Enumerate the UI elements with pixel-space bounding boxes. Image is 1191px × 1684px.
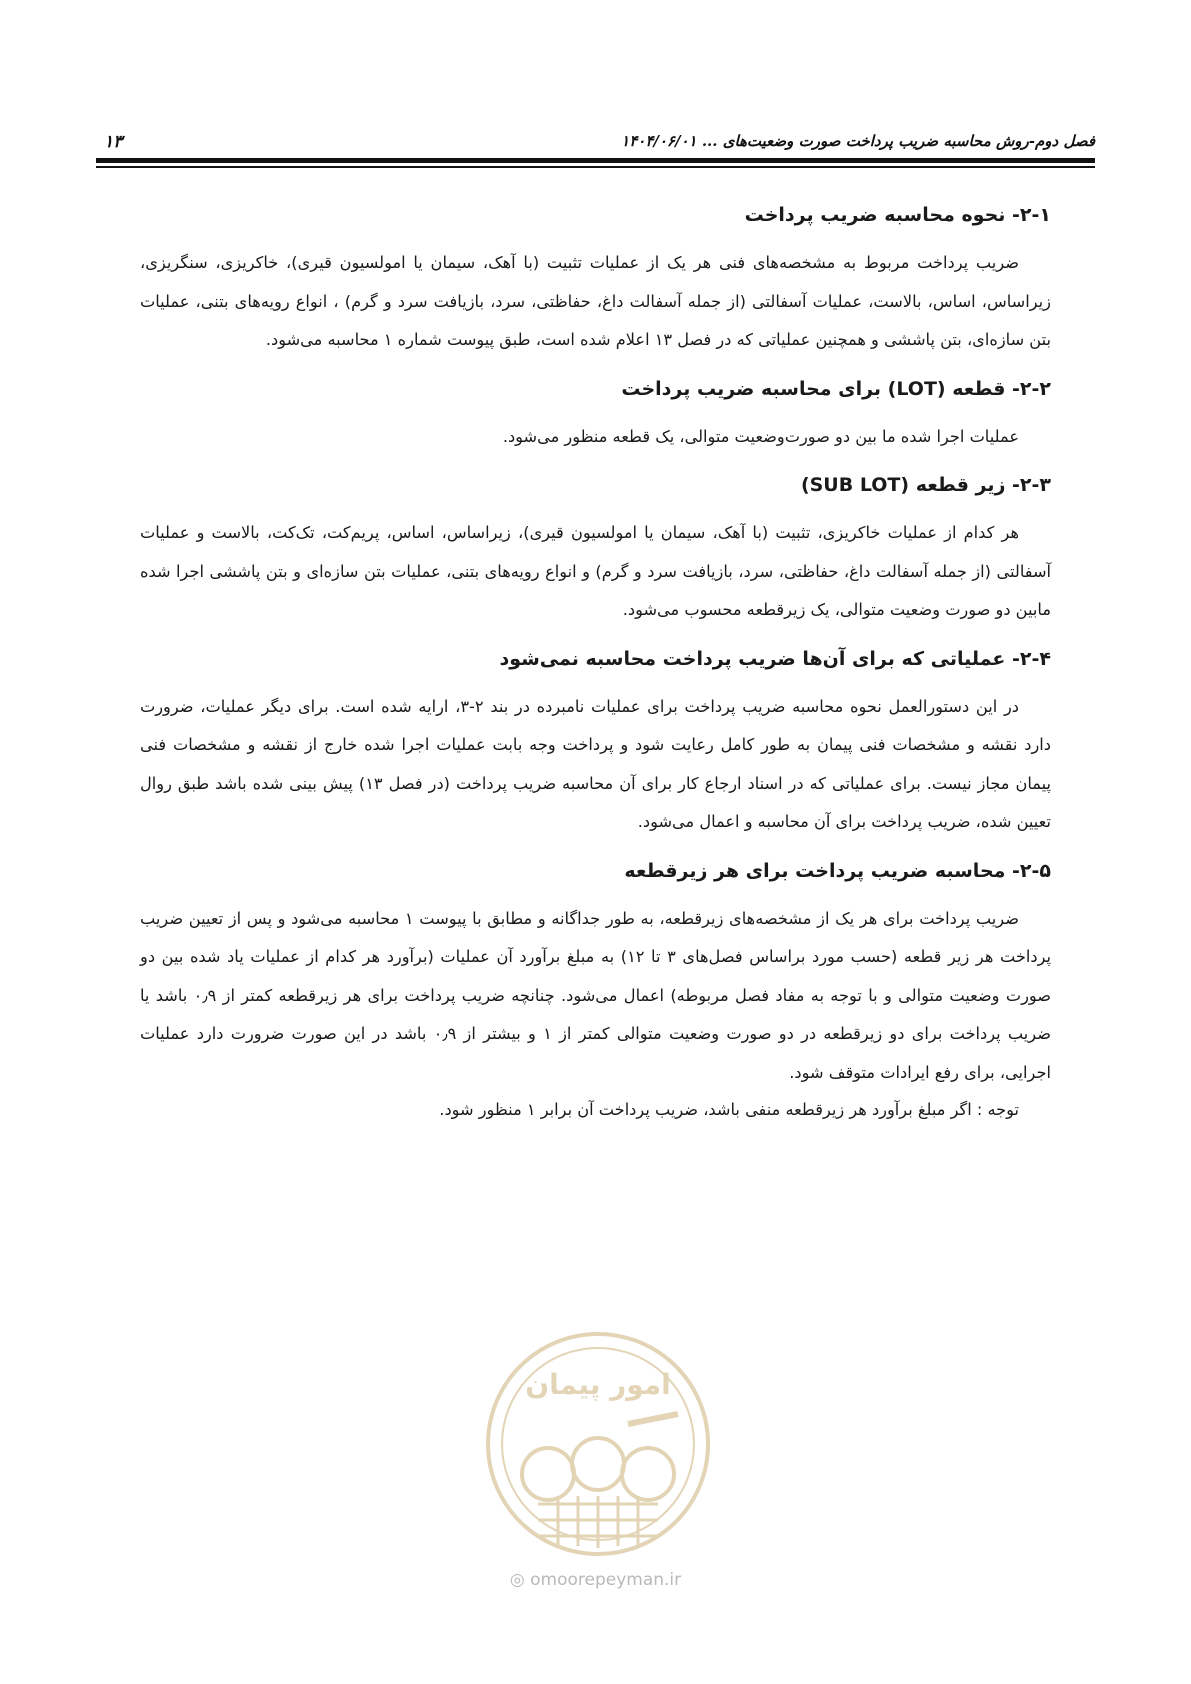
header-title: فصل دوم-روش محاسبه ضریب پرداخت صورت وضعیت‌های ... ۱۴۰۴/۰۶/۰۱ (621, 132, 1095, 150)
page-number: ۱۳ (104, 132, 123, 152)
section-note: توجه : اگر مبلغ برآورد هر زیرقطعه منفی باشد، ضریب پرداخت آن برابر ۱ منظور شود. (439, 1100, 1019, 1119)
section-2-2 (140, 374, 1051, 457)
section-paragraph: ضریب پرداخت برای هر یک از مشخصه‌های زیرقطعه، به طور جداگانه و مطابق با پیوست ۱ محاسبه می‌شود و پس از تعیین ضریب پرداخت هر زیر قطعه (حسب مورد براساس فصل‌های ۳ تا ۱۲) به مبلغ برآورد آن عملیات (برآورد هر کدام از عملیات یاد شده بین دو صورت وضعیت متوالی و با توجه به مفاد فصل مربوطه) اعمال می‌شود. چنانچه ضریب پرداخت برای هر زیرقطعه کمتر از ۰٫۹ باشد یا ضریب پرداخت برای دو زیرقطعه در دو صورت وضعیت متوالی کمتر از ۱ و بیشتر از ۰٫۹ باشد در این صورت ضرورت دارد عملیات اجرایی، برای رفع ایرادات متوقف شود. (140, 908, 1052, 1082)
section-2-1 (140, 200, 1051, 360)
section-heading: ۲-۴- عملیاتی که برای آن‌ها ضریب پرداخت محاسبه نمی‌شود (499, 647, 1051, 670)
section-heading: ۲-۱- نحوه محاسبه ضریب پرداخت (744, 204, 1051, 226)
at-icon: ◎ (509, 1570, 525, 1590)
section-paragraph: ضریب پرداخت مربوط به مشخصه‌های فنی هر یک از عملیات تثبیت (با آهک، سیمان یا امولسیون قیری)، خاکریزی، سنگریزی، زیراساس، اساس، بالاست، عملیات آسفالتی (از جمله آسفالت داغ، حفاظتی، سرد، بازیافت سرد و گرم) ، انواع رویه‌های بتنی، عملیات بتن سازه‌ای، بتن پاششی و همچنین عملیاتی که در فصل ۱۳ اعلام شده است، طبق پیوست شماره ۱ محاسبه می‌شود. (140, 253, 1051, 349)
header-rule-thick (96, 158, 1095, 163)
watermark-url (0, 1570, 1191, 1590)
body-content (140, 200, 1051, 1142)
section-heading: ۲-۳- زیر قطعه (SUB LOT) (800, 474, 1051, 496)
watermark-url-text: omoorepeyman.ir (530, 1570, 682, 1590)
section-2-5 (140, 856, 1051, 1129)
section-paragraph: عملیات اجرا شده ما بین دو صورت‌وضعیت متوالی، یک قطعه منظور می‌شود. (502, 426, 1019, 446)
section-heading: ۲-۵- محاسبه ضریب پرداخت برای هر زیرقطعه (624, 859, 1051, 882)
section-paragraph: هر کدام از عملیات خاکریزی، تثبیت (با آهک، سیمان یا امولسیون قیری)، زیراساس، اساس، پریم‌کت، تک‌کت، بالاست و عملیات آسفالتی (از جمله آسفالت داغ، حفاظتی، سرد، بازیافت سرد و گرم) و انواع رویه‌های بتنی، عملیات بتن سازه‌ای و بتن پاششی اجرا شده مابین دو صورت وضعیت متوالی، یک زیرقطعه محسوب می‌شود. (140, 523, 1051, 619)
watermark-logo-text: امور پیمان (525, 1368, 671, 1401)
watermark-logo (478, 1324, 718, 1564)
section-2-4 (140, 644, 1051, 842)
section-paragraph: در این دستورالعمل نحوه محاسبه ضریب پرداخت برای عملیات نامبرده در بند ۲-۳، ارایه شده است. برای دیگر عملیات، ضرورت دارد نقشه و مشخصات فنی پیمان به طور کامل رعایت شود و پرداخت وجه بابت عملیات اجرا شده خارج از نقشه و مشخصات فنی پیمان مجاز نیست. برای عملیاتی که در اسناد ارجاع کار برای آن محاسبه ضریب پرداخت (در فصل ۱۳) پیش بینی شده باشد طبق روال تعیین شده، ضریب پرداخت برای آن محاسبه و اعمال می‌شود. (140, 696, 1052, 831)
header-rule-thin (96, 166, 1095, 168)
section-2-3 (140, 470, 1051, 630)
section-heading: ۲-۲- قطعه (LOT) برای محاسبه ضریب پرداخت (621, 377, 1051, 400)
